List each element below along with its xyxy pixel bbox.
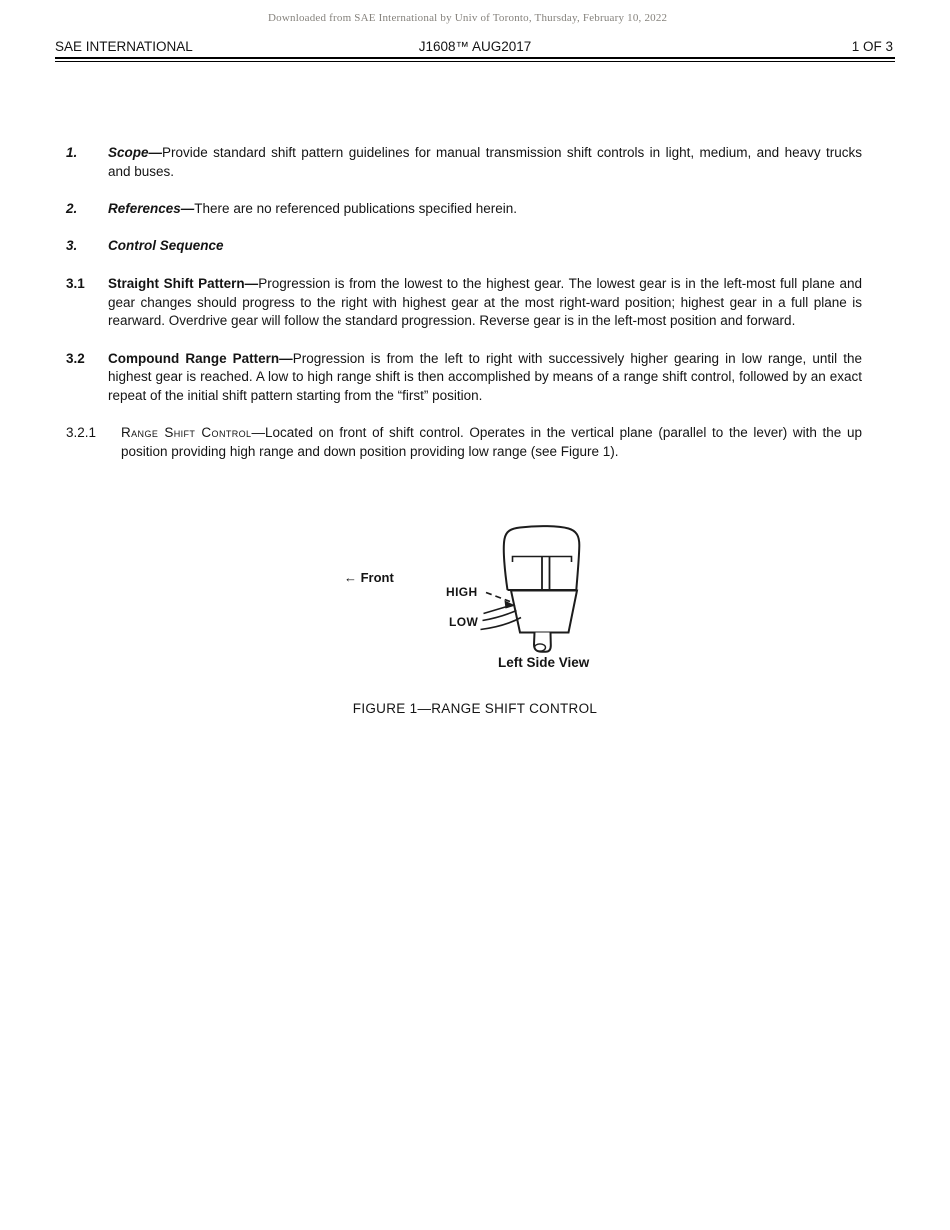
section-straight-shift-pattern — [66, 275, 862, 331]
front-direction-label: ← Front — [344, 570, 394, 585]
section-paragraph — [108, 275, 862, 331]
header-page-count: 1 OF 3 — [851, 39, 893, 54]
section-heading: Range Shift Control — [121, 425, 252, 441]
view-label: Left Side View — [498, 655, 590, 670]
section-compound-range-pattern — [66, 350, 862, 406]
document-body — [66, 144, 862, 481]
section-body-text: Progression is from the left to right with successively higher gearing in low range, until the highest gear is reached. A low to high range shift is then accomplished by means of a range shift control, followed by an exact repeat of the initial shift pattern starting from the “first” position. — [108, 350, 862, 404]
section-number: 3.2 — [66, 350, 85, 366]
section-body-text: Progression is from the lowest to the highest gear. The lowest gear is in the left-most full plane and gear changes should progress to the right with highest gear at the most right-ward position; highest gear in a full plane is rearward. Overdrive gear will follow the standard progression. Reverse gear is in the left-most position and forward. — [108, 275, 863, 329]
section-number: 2. — [66, 201, 78, 217]
lever-stem — [534, 633, 551, 652]
section-paragraph — [108, 350, 862, 406]
section-range-shift-control — [66, 424, 862, 461]
section-scope — [66, 144, 862, 181]
section-number: 3. — [66, 238, 78, 254]
high-solid-shaft — [484, 607, 508, 614]
high-dashed-pointer — [486, 593, 510, 602]
section-heading: Compound Range Pattern— — [108, 350, 293, 366]
header-double-rule — [55, 57, 895, 62]
download-watermark: Downloaded from SAE International by Univ of Toronto, Thursday, February 10, 2022 — [268, 12, 668, 24]
header-doc-number: J1608™ AUG2017 — [418, 39, 532, 54]
section-heading: Scope— — [108, 145, 163, 160]
section-paragraph — [108, 200, 862, 219]
section-heading: Control Sequence — [108, 238, 224, 254]
section-references — [66, 200, 862, 219]
high-range-label: HIGH — [446, 585, 478, 599]
section-body-text: There are no referenced publications specified herein. — [194, 201, 517, 217]
section-paragraph — [121, 424, 862, 461]
section-heading: References— — [108, 201, 195, 217]
section-paragraph — [108, 144, 862, 181]
section-number: 3.1 — [66, 275, 85, 291]
section-heading: Straight Shift Pattern— — [108, 275, 259, 291]
figure-caption: FIGURE 1—RANGE SHIFT CONTROL — [352, 701, 598, 716]
section-body-text: —Located on front of shift control. Operates in the vertical plane (parallel to the lever) with the up position providing high range and down position providing low range (see Figure 1). — [121, 425, 863, 460]
section-control-sequence — [66, 237, 862, 256]
header-publisher: SAE INTERNATIONAL — [55, 39, 193, 54]
section-number: 1. — [66, 145, 78, 160]
section-body-text: Provide standard shift pattern guidelines for manual transmission shift controls in light, medium, and heavy trucks and buses. — [108, 145, 862, 179]
section-paragraph — [108, 237, 862, 256]
low-range-label: LOW — [449, 615, 479, 629]
section-number: 3.2.1 — [66, 425, 97, 441]
page-header — [0, 39, 950, 57]
range-collar — [511, 591, 577, 633]
